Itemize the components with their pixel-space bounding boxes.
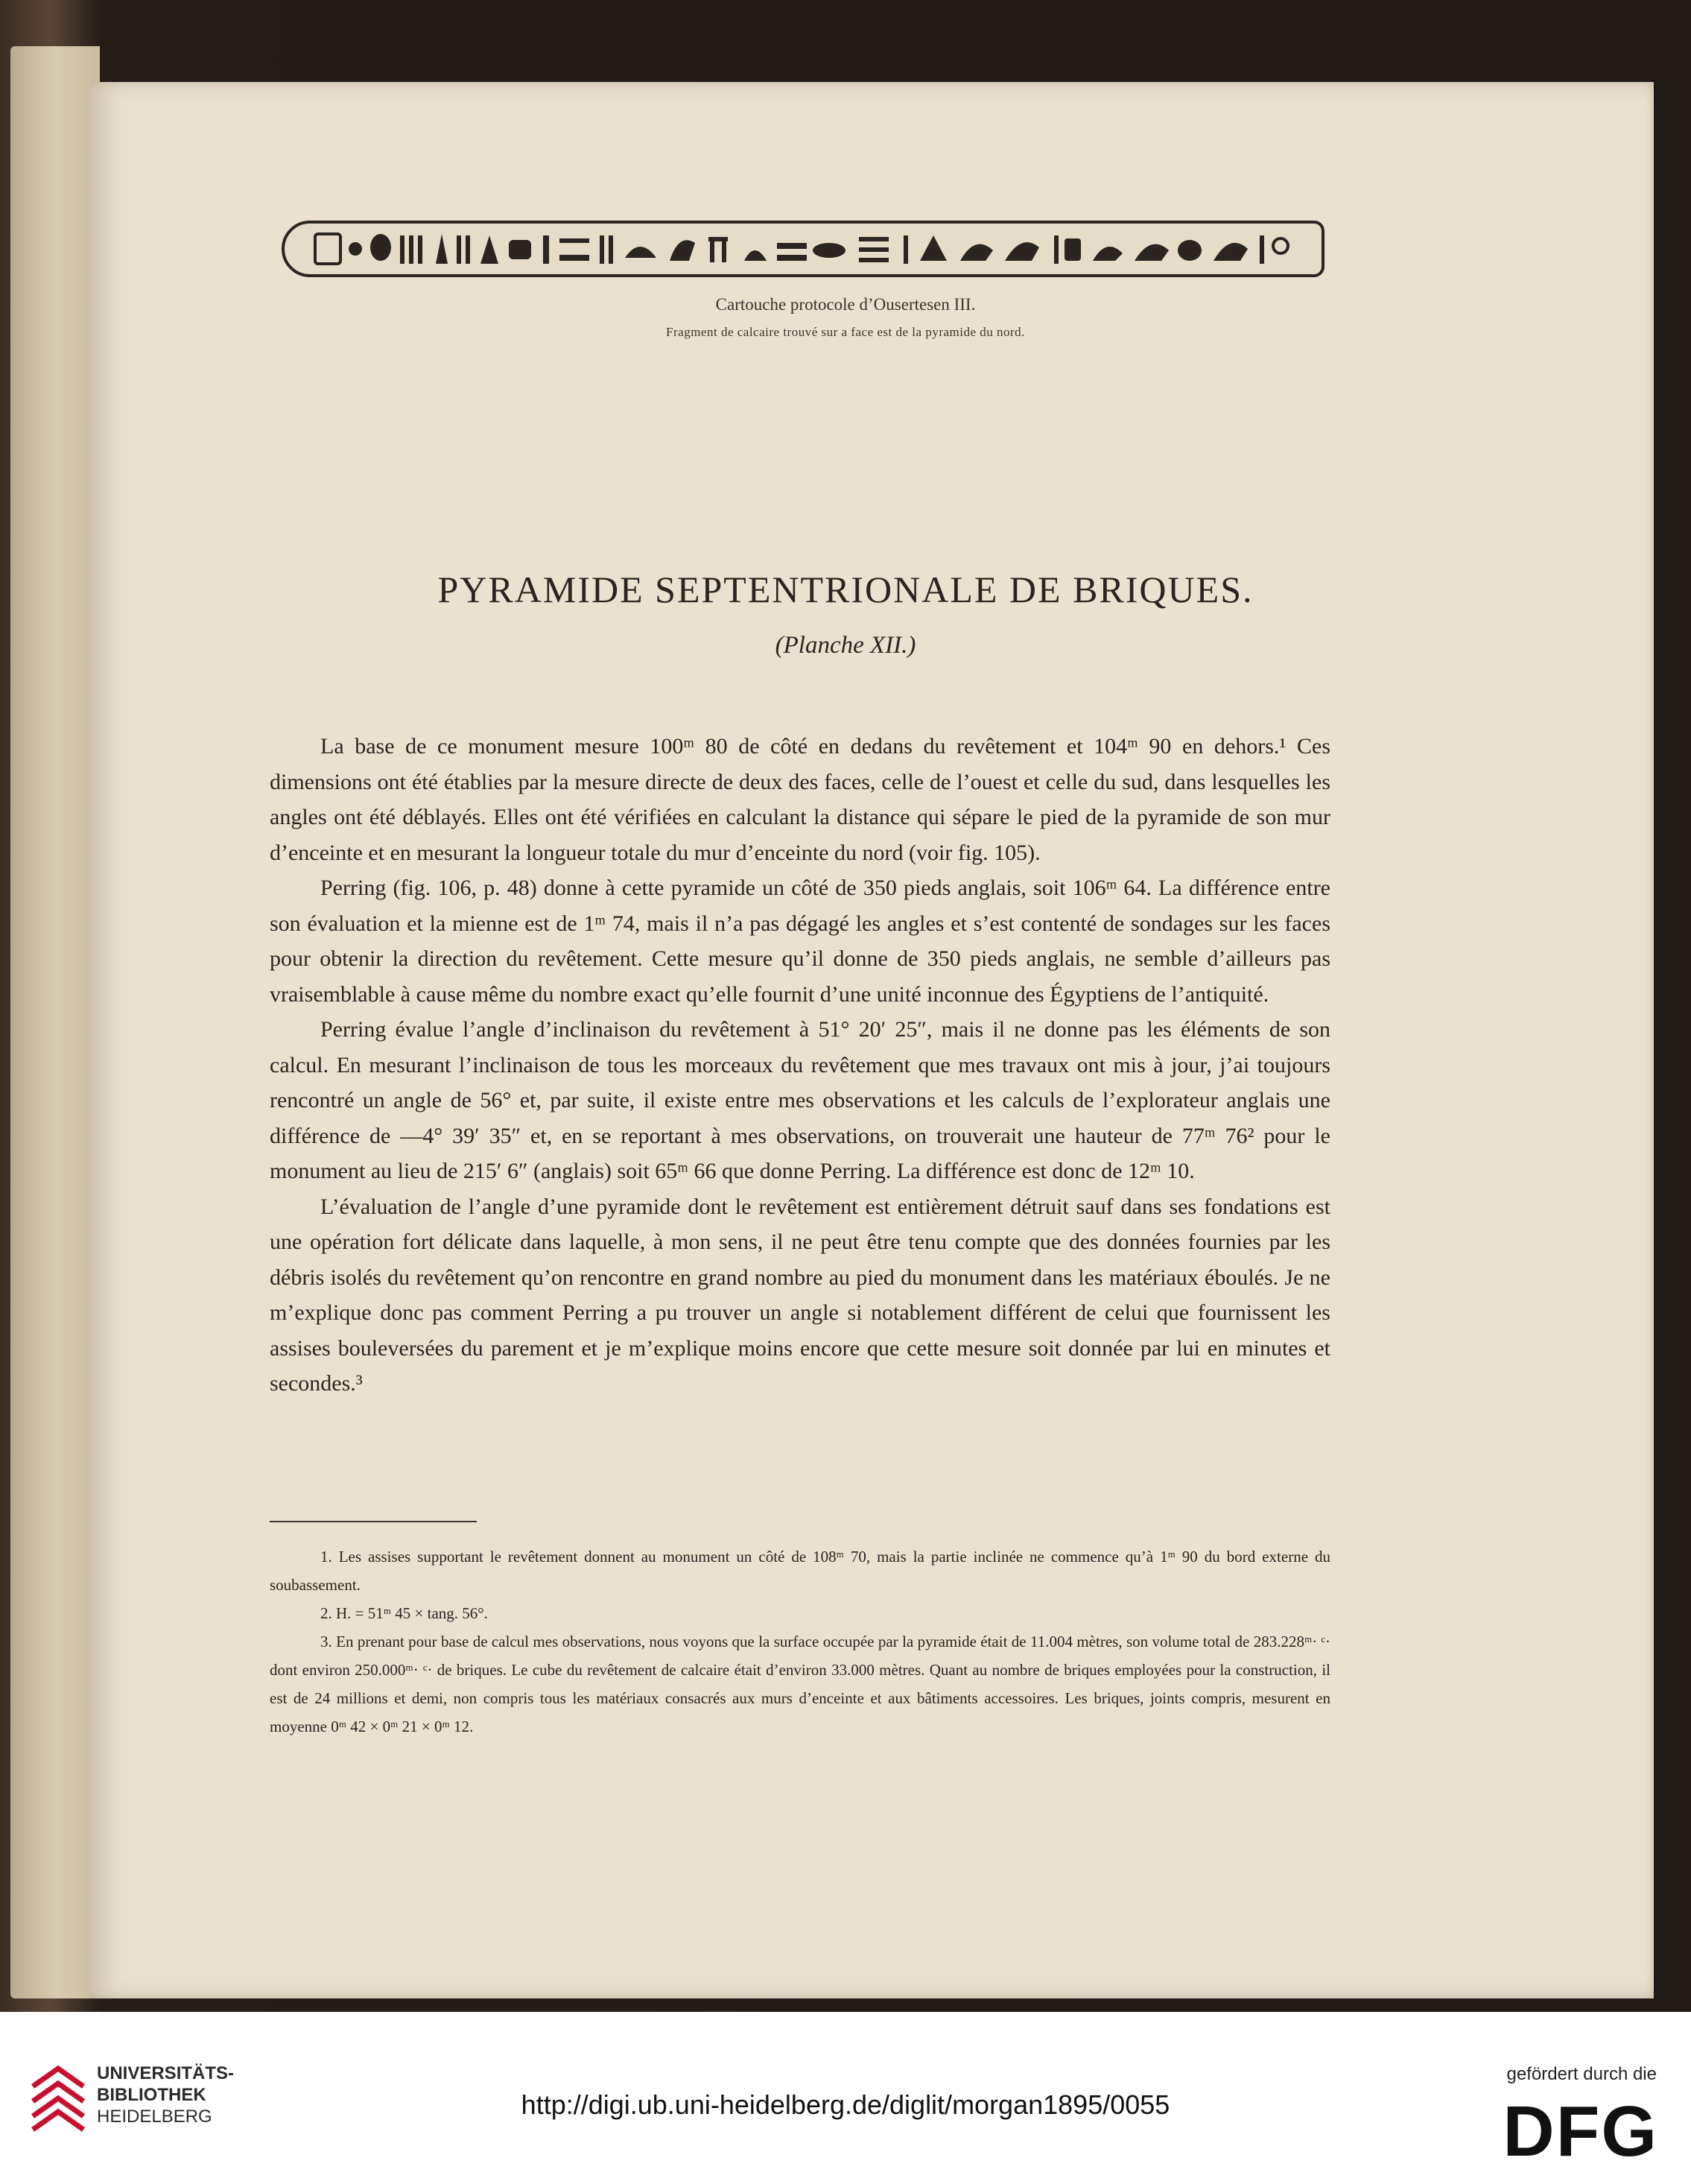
footnote: 1. Les assises supportant le revêtement donnent au monument un côté de 108ᵐ 70, mais la partie inclinée ne commence qu’à 1ᵐ 90 du bord externe du soubassement. bbox=[270, 1548, 1330, 1594]
paragraph: L’évaluation de l’angle d’une pyramide dont le revêtement est entièrement détruit sauf dans ses fondations est une opération fort délicate dans laquelle, à mon sens, il ne peut être tenu compte que des données fournies par les débris isolés du revêtement qu’on rencontre en grand nombre au pied du monument dans les matériaux éboulés. Je ne m’explique donc pas comment Perring a pu trouver un angle si notablement différent de celui que fournissent les assises bouleversées du parement et je m’explique moins encore que cette mesure soit donnée par lui en minutes et secondes.³ bbox=[270, 1194, 1330, 1396]
paragraph: Perring évalue l’angle d’inclinaison du revêtement à 51° 20′ 25″, mais il ne donne pas les éléments de son calcul. En mesurant l’inclinaison de tous les morceaux du revêtement que mes travaux ont mis à jour, j’ai toujours rencontré un angle de 56° et, par suite, il existe entre mes observations et les calculs de l’explorateur anglais une différence de —4° 39′ 35″ et, en se reportant à mes observations, on trouverait une hauteur de 77ᵐ 76² pour le monument au lieu de 215′ 6″ (anglais) soit 65ᵐ 66 que donne Perring. La différence est donc de 12ᵐ 10. bbox=[270, 1017, 1330, 1183]
hieroglyph-glyphs bbox=[308, 228, 1298, 270]
footnote: 3. En prenant pour base de calcul mes observations, nous voyons que la surface occupée par la pyramide était de 11.004 mètres, son volume total de 283.228ᵐ· ᶜ· dont environ 250.000ᵐ· ᶜ· de briques. Le cube du revêtement de calcaire était d’environ 33.000 mètres. Quant au nombre de briques employées pour la construction, il est de 24 millions et demi, non compris tous les matériaux consacrés aux murs d’enceinte et aux bâtiments accessoires. Les briques, joints compris, mesurent en moyenne 0ᵐ 42 × 0ᵐ 21 × 0ᵐ 12. bbox=[270, 1633, 1330, 1735]
paragraph: La base de ce monument mesure 100ᵐ 80 de côté en dedans du revêtement et 104ᵐ 90 en dehors.¹ Ces dimensions ont été établies par la mesure directe de deux des faces, celle de l’ouest et celle du sud, dans lesquelles les angles ont été déblayés. Elles ont été vérifiées en calculant la distance qui sépare le pied de la pyramide de son mur d’enceinte et en mesurant la longueur totale du mur d’enceinte du nord (voir fig. 105). bbox=[270, 734, 1330, 865]
footnote-separator bbox=[270, 1521, 477, 1522]
library-name[interactable]: UNIVERSITÄTS- BIBLIOTHEK HEIDELBERG bbox=[97, 2063, 235, 2127]
dfg-logo[interactable]: DFG bbox=[1503, 2092, 1658, 2171]
chapter-title: PYRAMIDE SEPTENTRIONALE DE BRIQUES. bbox=[437, 569, 1254, 610]
figure-caption: Cartouche protocole d’Ousertesen III. bbox=[715, 295, 976, 314]
footnotes bbox=[270, 1542, 1330, 1741]
figure-subcaption: Fragment de calcaire trouvé sur a face est de la pyramide du nord. bbox=[666, 325, 1025, 339]
permalink-url[interactable]: http://digi.ub.uni-heidelberg.de/diglit/morgan1895/0055 bbox=[521, 2089, 1170, 2120]
plate-reference: (Planche XII.) bbox=[775, 632, 916, 659]
footnote: 2. H. = 51ᵐ 45 × tang. 56°. bbox=[320, 1604, 488, 1622]
body-text bbox=[270, 729, 1330, 1402]
hieroglyph-cartouche bbox=[282, 221, 1324, 277]
funding-label: gefördert durch die bbox=[1506, 2064, 1657, 2084]
paragraph: Perring (fig. 106, p. 48) donne à cette pyramide un côté de 350 pieds anglais, soit 106ᵐ 64. La différence entre son évaluation et la mienne est de 1ᵐ 74, mais il n’a pas dégagé les angles et s’est contenté de sondages sur les faces pour obtenir la direction du revêtement. Cette mesure qu’il donne de 350 pieds anglais, ne semble d’ailleurs pas vraisemblable à cause même du nombre exact qu’elle fournit d’une unité inconnue des Égyptiens de l’antiquité. bbox=[270, 876, 1330, 1007]
